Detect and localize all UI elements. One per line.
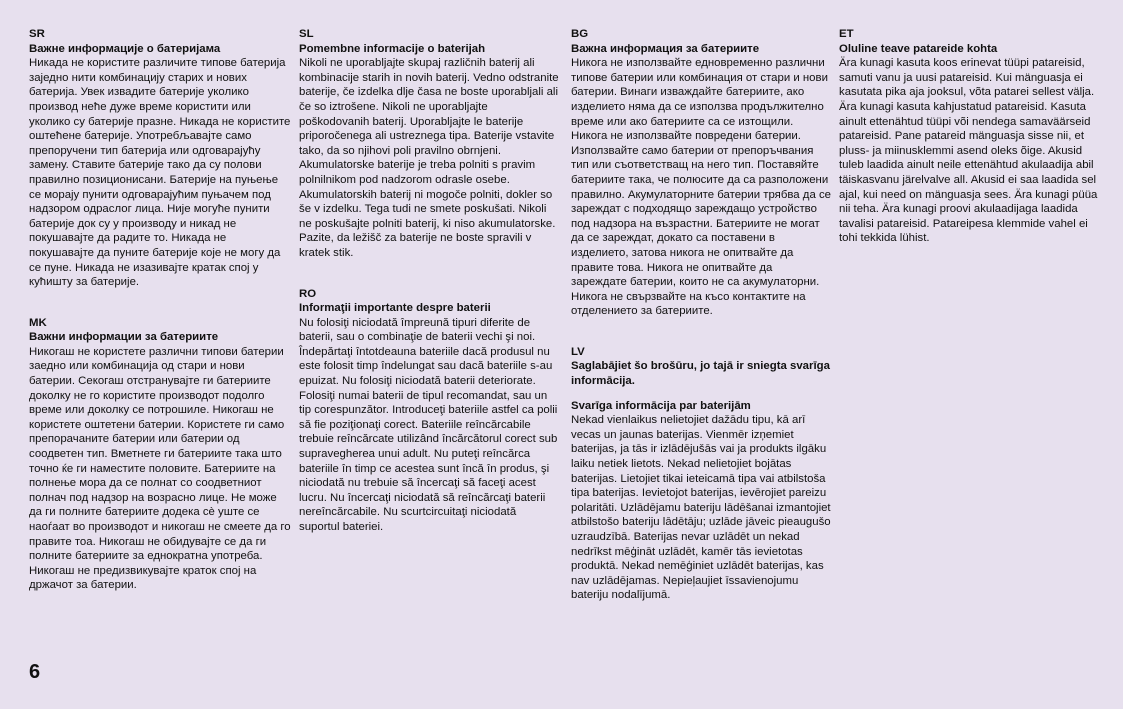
section-body: Ära kunagi kasuta koos erinevat tüüpi patareisid, samuti vanu ja uusi patareisid. Kui mänguasja ei kasutata pika aja jooksul, võta patarei sellest välja. Ära kunagi kasuta kahjustatud patareisid. Kasuta ainult ettenähtud tüüpi või nendega samaväärseid patareisid. Pane patareid mänguasja sisse nii, et pluss- ja miinusklemmi asend oleks õige. Akusid tuleb laadida ainult neile ettenähtud akulaadija abil täiskasvanu järelvalve all. Akusid ei saa laadida sel ajal, kui need on mänguasja sees. Ära kunagi püüa nii teha. Ära kunagi proovi akulaadijaga laadida tavalisi patareisid. Patareipesa klemmide vahel ei tohi tekkida lühist. [839, 57, 1098, 245]
section-heading: Pomembne informacije o baterijah [299, 42, 486, 55]
column-1 [29, 27, 291, 614]
page-number: 6 [29, 661, 41, 683]
section-mk [29, 316, 291, 593]
language-code: MK [29, 316, 47, 329]
section-heading: Saglabājiet šo brošūru, jo tajā ir sniegta svarīga informācija. [571, 360, 830, 388]
section-body: Никада не користите различите типове батерија заједно нити комбинацију старих и нових батерија. Увек извадите батерије уколико производ неће дуже време користити или уколико су батерије празне. Никада не користите оштећене батерије. Употребљавајте само препоручени тип батерија или одговарајућу замену. Ставите батерије тако да су полови правилно позиционисани. Батерије на пуњење се морају пунити одговарајућим пуњачем под надзором одраслог лица. Није могуће пунити батерије док су у производу и никад не покушавајте да радите то. Никада не покушавајте да пуните батерије које не могу да се пуне. Никада не изазивајте кратак спој у кућишту за батерије. [29, 57, 291, 289]
column-4 [839, 27, 1101, 267]
section-heading: Важна информация за батериите [571, 42, 760, 55]
section-body: Nekad vienlaikus nelietojiet dažādu tipu, kā arī vecas un jaunas baterijas. Vienmēr izņemiet baterijas, ja tās ir izlādējušās vai ja produkts ilgāku laiku netiek lietots. Nekad nelietojiet bojātas baterijas. Lietojiet tikai ieteicamā tipa vai atbilstoša tipa baterijas. Ievietojot baterijas, ievērojiet pareizu polaritāti. Uzlādējamu bateriju lādēšanai izmantojiet atbilstošo bateriju lādētāju; uzlāde jāveic pieaugušo uzraudzībā. Baterijas nevar uzlādēt un nekad nedrīkst mēģināt uzlādēt, kamēr tās ievietotas produktā. Nekad nemēģiniet uzlādēt baterijas, kas nav uzlādējamas. Nepieļaujiet īssavienojumu bateriju nodalījumā. [571, 414, 831, 602]
section-bg [571, 27, 831, 319]
section-ro [299, 287, 559, 535]
section-lv [571, 345, 831, 603]
section-body: Никога не използвайте едновременно различни типове батерии или комбинация от стари и нови батерии. Винаги изваждайте батериите, ако изделието няма да се използва продължително време или ако батериите са се изтощили. Никога не използвайте повредени батерии. Използвайте само батерии от препоръчвания тип или съответстващ на него тип. Поставяйте батериите така, че полюсите да са разположени правилно. Акумулаторните батерии трябва да се зареждат с подходящо зареждащо устройство под надзора на възрастни. Батериите не могат да се зареждат, докато са поставени в изделието, затова никога не опитвайте да правите това. Никога не опитвайте да зареждате батерии, които не са акумулаторни. Никога не свързвайте на късо контактите на отделението за батериите. [571, 57, 831, 318]
language-code: SL [299, 28, 314, 40]
section-et [839, 27, 1101, 246]
section-heading: Важне информације о батеријама [29, 42, 221, 55]
language-code: RO [299, 287, 317, 300]
section-body: Никогаш не користете различни типови батерии заедно или комбинација од стари и нови батерии. Секогаш отстранувајте ги батериите доколку не го користите производот подолго време или доколку се потрошиле. Никогаш не користете оштетени батерии. Користете ги само препорачаните батерии или батерии од соодветен тип. Вметнете ги батериите така што точно ќе ги наместите половите. Батериите на полнење мора да се полнат со соодветниот полнач под надзор на возрасно лице. Не може да ги полните батериите додека сè уште се наоѓаат во производот и никогаш не смеете да го правите тоа. Никогаш не обидувајте се да ги полните батериите за еднократна употреба. Никогаш не предизвикувајте краток спој на држачот за батерии. [29, 345, 291, 592]
language-code: ET [839, 28, 854, 40]
language-code: LV [571, 345, 585, 358]
section-subheading: Svarīga informācija par baterijām [571, 399, 751, 412]
section-sl [299, 27, 559, 261]
language-code: BG [571, 28, 589, 40]
section-heading: Oluline teave patareide kohta [839, 42, 998, 55]
section-body: Nikoli ne uporabljajte skupaj različnih baterij ali kombinacije starih in novih baterij. Vedno odstranite baterije, če izdelka dlje časa ne boste uporabljali ali če so iztrošene. Nikoli ne uporabljajte poškodovanih baterij. Uporabljajte le baterije priporočenega ali ustreznega tipa. Baterije vstavite tako, da so njihovi poli pravilno obrnjeni. Akumulatorske baterije je treba polniti s pravim polnilnikom pod nadzorom odrasle osebe. Akumulatorskih baterij ni mogoče polniti, dokler so še v izdelku. Tega tudi ne smete poskušati. Nikoli ne poskušajte polniti baterij, ki niso akumulatorske. Pazite, da ležišč za baterije ne boste spravili v kratek stik. [299, 57, 559, 259]
section-heading: Важни информации за батериите [29, 331, 219, 344]
section-body: Nu folosiţi niciodată împreună tipuri diferite de baterii, sau o combinaţie de baterii vechi şi noi. Îndepărtaţi întotdeauna bateriile dacă produsul nu este folosit timp îndelungat sau dacă bateriile s-au epuizat. Nu folosiţi niciodată baterii deteriorate. Folosiţi numai baterii de tipul recomandat, sau un tip corespunzător. Introduceţi bateriile astfel ca polii să fie poziţionaţi corect. Bateriile reîncărcabile trebuie reîncărcate utilizând încărcătorul corect sub supravegherea unui adult. Nu puteţi reîncărca bateriile în timp ce acestea sunt încă în produs, şi niciodată nu trebuie să încercaţi să faceţi acest lucru. Nu încercaţi niciodată să reîncărcaţi baterii nereîncărcabile. Nu scurtcircuitaţi niciodată suportul bateriei. [299, 316, 558, 533]
section-heading: Informaţii importante despre baterii [299, 302, 491, 315]
language-code: SR [29, 28, 45, 40]
column-3 [571, 27, 831, 624]
section-sr [29, 27, 291, 290]
column-2 [299, 27, 559, 556]
